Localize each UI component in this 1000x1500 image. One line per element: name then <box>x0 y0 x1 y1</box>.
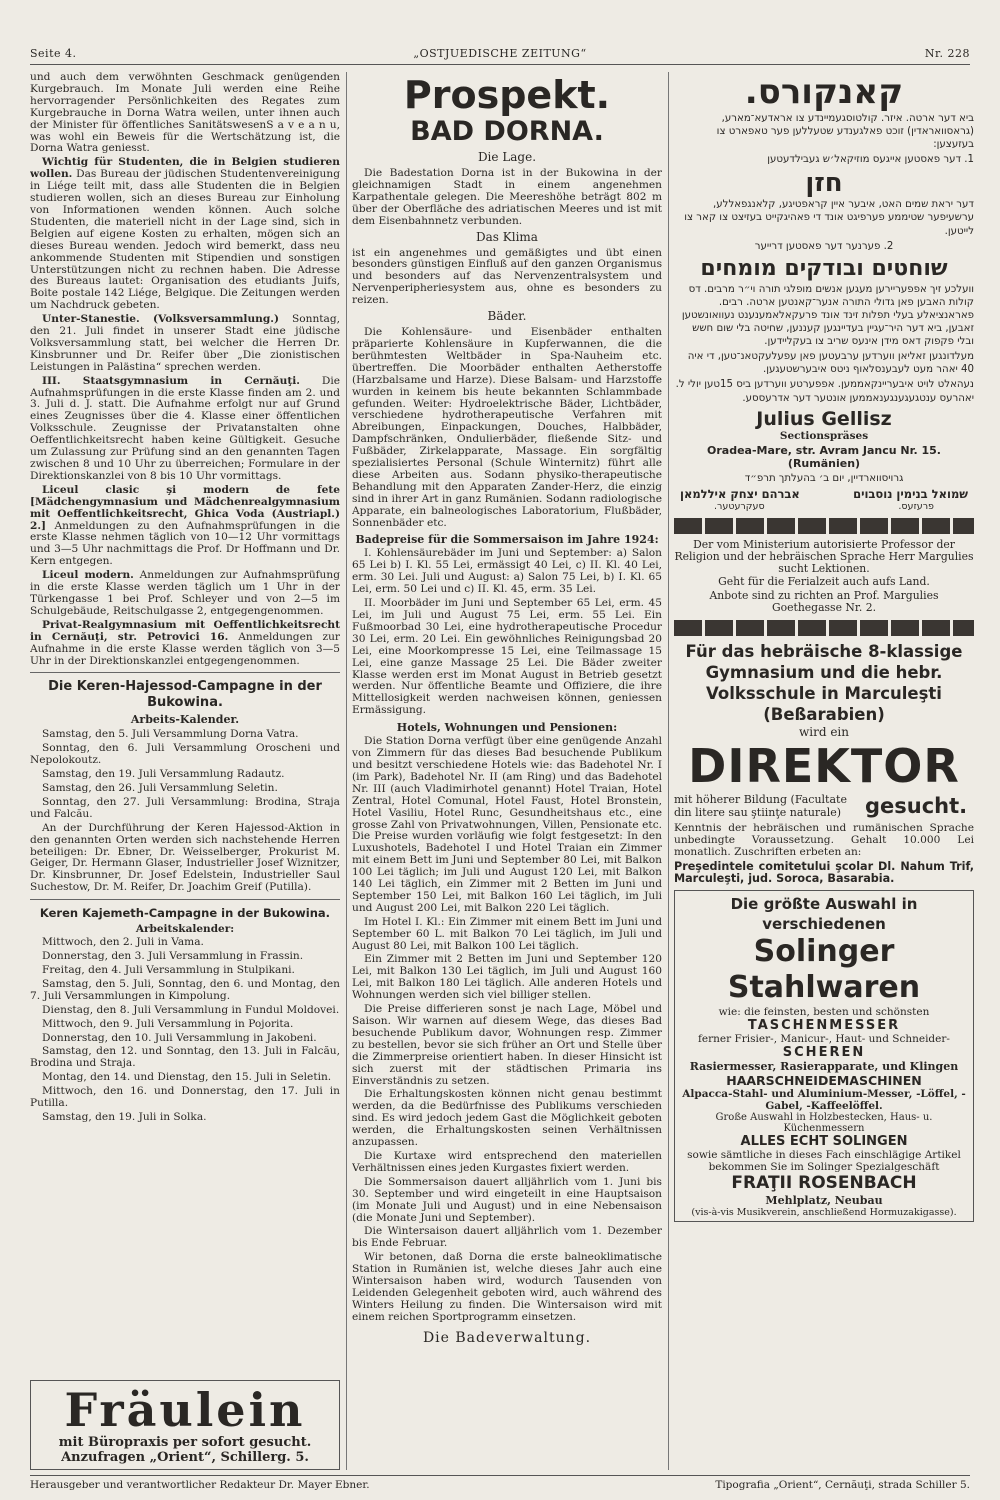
hotels-text-7: Die Sommersaison dauert alljährlich vom 1. Juni bis 30. September und wird eingeteilt in eine Hauptsaison (im Monate Juli und August) und in eine Nebensaison (die Monate Juni und September). <box>352 1175 662 1224</box>
chazan-heading: חזן <box>805 168 843 199</box>
solinger-ad-echt: ALLES ECHT SOLINGEN <box>740 1133 908 1149</box>
keren-kajemeth-subheading: Arbeitskalender: <box>135 923 235 936</box>
preise-heading: Badepreise für die Sommersaison im Jahre 1924: <box>355 533 659 547</box>
keren-kajemeth-item: Mittwoch, den 2. Juli in Vama. <box>42 936 204 949</box>
konkurs-text-7: נעהאלט לויט איבעריינקאממען. אפפערטע ווערדען ביס 15טען יולי ל. יאהרעס ענטגעגענגענאממען אונטער דער אדרעססע. <box>675 379 974 404</box>
footer-printer: Tipografia „Orient“, Cernăuţi, strada Schiller 5. <box>715 1479 970 1491</box>
preise-kohlensaeure: I. Kohlensäurebäder im Juni und September: a) Salon 65 Lei b) I. Kl. 55 Lei, ermässigt 40 Lei, c) II. Kl. 40 Lei, erm. 30 Lei. Juli und August: a) Salon 75 Lei, b) I. Kl. 65 Lei, erm. 50 Lei und c) II. Kl. 45, erm. 35 Lei. <box>352 547 662 596</box>
gymnasium-ad-title: Für das hebräische 8-klassige Gymnasium und die hebr. Volksschule in Marculeşti (Beßarabien) <box>685 642 963 725</box>
hotels-text-3: Ein Zimmer mit 2 Betten im Juni und September 120 Lei, mit Balkon 130 Lei täglich, im Juli und August 160 Lei, mit Balkon 180 Lei täglich. Alle anderen Hotels und Wohnungen werden sich viel billiger stellen. <box>352 953 662 1002</box>
klima-text: ist ein angenehmes und gemäßigtes und übt einen besonders günstigen Einfluß auf den ganzen Organismus und besonders auf das Nervenzentralsystem und Nervenperipheriesystem aus, ohne es besonders zu reizen. <box>352 246 662 307</box>
solinger-ad-rosenbach: FRAŢII ROSENBACH <box>731 1172 917 1193</box>
konkurs-text-5: וועלכע זיך אפפעריירען מעגען אנשים מופלגי תורה וי״ר מרבים. דס קולות האבען פאן גדולי התורה אנער־קאנטען ארטה. רבים. פאראנציאלע בעלי תפלות זינד אונד פרעקאלאמענענט נעוואונשטען זאבען, ביא דער היר־עגיין בעדיינגען קעננען, שחיטה בלי שום חשש ובלי פקפוק דאס מידן אינעס שריב צו בעקליידען. <box>681 283 974 348</box>
issue-number: Nr. 228 <box>924 47 970 60</box>
article-realgymnasium: Privat-Realgymnasium mit Oeffentlichkeitsrecht in Cernăuţi, str. Petrovici 16. Anmeldungen zur Aufnahme in die erste Klasse werden täglich von 3—5 Uhr in der Direktionskanzlei entgegengenommen. <box>30 618 340 667</box>
keren-kajemeth-item: Mittwoch, den 9. Juli Versammlung in Pojorita. <box>42 1017 294 1030</box>
solinger-ad-line3: wie: die feinsten, besten und schönsten <box>718 1005 930 1018</box>
solinger-ad-line12: sowie sämtliche in dieses Fach einschlägige Artikel bekommen Sie im Solinger Spezialgeschäft <box>687 1148 961 1173</box>
direktor-text: Kenntnis der hebräischen und rumänischen Sprache unbedingte Voraussetzung. Gehalt 10.000 Lei monatlich. Zuschriften erbeten an: <box>674 822 974 858</box>
keren-hajessod-item: Sonntag, den 6. Juli Versammlung Oroscheni und Nepolokoutz. <box>30 742 340 767</box>
column-2 <box>352 72 662 1470</box>
keren-kajemeth-item: Donnerstag, den 3. Juli Versammlung in Frassin. <box>42 950 304 963</box>
konkurs-date: גרויסווארדיין, יום ב׳ בהעלתך תרפ״ד <box>744 472 904 484</box>
page-number: Seite 4. <box>30 47 77 60</box>
oradea-address: Oradea-Mare, str. Avram Jancu Nr. 15. (Rumänien) <box>707 443 941 470</box>
preise-moorbaeder: II. Moorbäder im Juni und September 65 Lei, erm. 45 Lei, im Juli und August 75 Lei, erm. 55 Lei. Ein Fußmoorbad 30 Lei, eine hydrotherapeutische Procedur 30 Lei, erm. 20 Lei. Ein gewöhnliches Reinigungsbad 20 Lei, eine Moorkompresse 15 Lei, eine Teilmassage 15 Lei, eine ganze Massage 25 Lei. Die Bäder zweiter Klasse werden erst im Monat August in Betrieb gesetzt werden. Nur öffentliche Beamte und Offiziere, die ihre Mittellosigkeit werden nachweisen können, geniessen Ermässigung. <box>352 597 662 717</box>
solinger-ad-scheren: SCHEREN <box>782 1044 866 1060</box>
solinger-ad-haarschneide: HAARSCHNEIDEMASCHINEN <box>726 1072 922 1088</box>
badeverwaltung-signature: Die Badeverwaltung. <box>422 1329 592 1346</box>
column-3 <box>674 72 974 1470</box>
konkurs-heading: קאנקורס. <box>744 72 904 112</box>
article-kurgebrauch: und auch dem verwöhnten Geschmack genügenden Kurgebrauch. Im Monate Juli werden eine Reihe hervorragender Persönlichkeiten des Regates zum Kurgebrauche in Dorna Watra weilen, unter ihnen auch der Minister für öffentliches SanitätswesenS a v e a n u, was wohl ein Beweis für die Wertschätzung ist, die Dorna Watra geniesst. <box>30 72 340 155</box>
article-liceul-modern: Liceul modern. Anmeldungen zur Aufnahmsprüfung in die erste Klasse werden täglich um 1 Uhr in der Türkengasse 1 bei Prof. Schleyer und von 2—5 im Schulgebäude, Reitschulgasse 2, entgegengenommen. <box>30 569 340 617</box>
margulies-text-3: Anbote sind zu richten an Prof. Margulies Goethegasse Nr. 2. <box>709 589 939 615</box>
hotels-heading: Hotels, Wohnungen und Pensionen: <box>396 721 618 735</box>
keren-hajessod-item: Samstag, den 26. Juli Versammlung Seletin. <box>42 782 278 795</box>
keren-kajemeth-item: Dienstag, den 8. Juli Versammlung in Fundul Moldovei. <box>42 1003 340 1016</box>
newspaper-title: „OSTJUEDISCHE ZEITUNG“ <box>413 47 587 60</box>
solinger-ad-line1: Die größte Auswahl in verschiedenen <box>730 894 918 933</box>
hotels-text-1: Die Station Dorna verfügt über eine genügende Anzahl von Zimmern für das dieses Bad besuchende Publikum und besitzt verschiedene Hotels wie: das Badehotel Nr. I (im Park), Badehotel Nr. II (am Ring) und das Badehotel Nr. III (auch Vladimirhotel genannt) Hotel Traian, Hotel Zentral, Hotel Comunal, Hotel Faust, Hotel Bronstein, Hotel Vasiliu, Hotel Runc, Gesundheitshaus etc., eine grosse Zahl von Privatwohnungen, Villen, Pensionate etc. Die Preise wurden vorläufig wie folgt festgesetzt: In den Luxushotels, Badehotel I und Hotel Traian ein Zimmer mit einem Bett im Juni und September 80 Lei, mit Balkon 100 Lei täglich; im Juli und August 120 Lei, mit Balkon 140 Lei täglich, ein Zimmer mit 2 Betten im Juni und September 150 Lei, mit Balkon 160 Lei täglich, im Juli und August 200 Lei, mit Balkon 220 Lei täglich. <box>352 735 662 914</box>
ornamental-rule <box>674 620 974 636</box>
article-liceul-clasic: Liceul clasic şi modern de fete [Mädchengymnasium und Mädchenrealgymnasium mit Oeffentlichkeitsrecht, Ghica Voda (Austriapl.) 2.] Anmeldungen zu den Aufnahmsprüfungen in die erste Klasse nehmen täglich von 10—12 Uhr vormittags und 3—5 Uhr nachmittags die Prof. Dr Hoffmann und Dr. Kern entgegen. <box>30 483 340 568</box>
solinger-ad-line10: Große Auswahl in Holzbestecken, Haus- u. Küchenmessern <box>715 1111 933 1134</box>
article-staatsgymnasium: III. Staatsgymnasium in Cernăuţi. Die Aufnahmsprüfungen in die erste Klasse finden am 2. und 3. Juli d. J. statt. Die Aufnahme erfolgt nur auf Grund eines Zeugnisses über die 4. Klasse einer öffentlichen Volksschule. Zeugnisse der Privatanstalten ohne Oeffentlichkeitsrecht haben keine Gültigkeit. Gesuche um Zulassung zur Prüfung sind an den genannten Tagen zwischen 8 und 10 Uhr zu überreichen; Formulare in der Direktionskanzlei von 8 bis 10 Uhr vormittags. <box>30 374 340 482</box>
gymnasium-ad-wird-ein: wird ein <box>798 725 849 740</box>
keren-hajessod-list <box>30 729 340 820</box>
column-rule <box>346 72 347 1470</box>
page-footer <box>30 1475 970 1492</box>
direktor-headline: DIREKTOR <box>688 739 960 794</box>
signatory-secretary: אברהם יצחק איללמאן <box>680 486 800 501</box>
bad-dorna-title: BAD DORNA. <box>410 116 604 147</box>
julius-gellisz-name: Julius Gellisz <box>756 407 892 430</box>
keren-kajemeth-item: Samstag, den 12. und Sonntag, den 13. Juli in Falcău, Brodina und Straja. <box>30 1045 340 1070</box>
hotels-text-5: Die Erhaltungskosten können nicht genau bestimmt werden, da die Bedürfnisse des Publikums verschieden sind. Es wird jedoch jedem Gast die Möglichkeit geboten werden, die Erhaltungskosten seinen Verhältnissen anzupassen. <box>352 1088 662 1149</box>
keren-hajessod-item: Sonntag, den 27. Juli Versammlung: Brodina, Straja und Falcău. <box>30 795 340 820</box>
fraeulein-ad-line2: Anzufragen „Orient“, Schillerg. 5. <box>61 1450 309 1465</box>
fraeulein-ad-headline: Fräulein <box>64 1383 306 1437</box>
solinger-ad-line7: Rasiermesser, Rasierapparate, und Klingen <box>689 1059 959 1073</box>
column-1 <box>30 72 340 1470</box>
baeder-heading: Bäder. <box>487 309 527 324</box>
solinger-ad-line5: ferner Frisier-, Manicur-, Haut- und Schneider- <box>698 1032 950 1045</box>
column-rule <box>668 72 669 1470</box>
margulies-text-2: Geht für die Ferialzeit auch aufs Land. <box>718 575 930 589</box>
keren-kajemeth-item: Samstag, den 5. Juli, Sonntag, den 6. und Montag, den 7. Juli Versammlungen in Kimpolung. <box>30 977 340 1002</box>
hotels-text-6: Die Kurtaxe wird entsprechend den materiellen Verhältnissen eines jeden Kurgastes fixiert werden. <box>352 1149 662 1174</box>
solinger-ad-line9: Alpacca-Stahl- und Aluminium-Messer, -Löffel, -Gabel, -Kaffeelöffel. <box>682 1087 966 1112</box>
baeder-text: Die Kohlensäure- und Eisenbäder enthalten präparierte Kohlensäure in Kupferwannen, die die berühmtesten Weltbäder in Spa-Nauheim etc. übertreffen. Die Moorbäder enthalten Aetherstoffe (Harzbalsame und Harze). Diese Balsam- und Harzstoffe wurden in keinem bis heute bekannten Schlammbade gefunden. Weiter: Hydroelektrische Bäder, Lichtbäder, verschiedene hydrotherapeutische Verfahren mit Abreibungen, Einpackungen, Douches, Halbbäder, Dampfschränken, Ondulierbäder, fließende Sitz- und Fußbäder, Zirkelapparate, Massage. Ein sorgfältig spezialisiertes Personal (Schule Winternitz) führt alle diese Arbeiten aus. Sodann physiko-therapeutische Behandlung mit den Apparaten Zander-Herz, die einzig sind in ihrer Art in ganz Rumänien. Sodann radiologische Apparate, ein balneologisches Laboratorium, Flußbäder, Sonnenbäder etc. <box>352 326 662 529</box>
sections-title: Sectionspräses <box>779 429 869 442</box>
shochtim-heading: שוחטים ובודקים מומחים <box>700 255 948 281</box>
keren-hajessod-subheading: Arbeits-Kalender. <box>130 713 240 727</box>
konkurs-text-3: דער יראת שמים האט, איבער איין קראפטיגע, קלאנגפאללע, ערשעיפער שטיממע פערפיגט אונד די פאהיגקייט בעזיצט צו קאר צו לייטען. <box>684 199 974 237</box>
keren-kajemeth-heading: Keren Kajemeth-Campagne in der Bukowina. <box>39 906 331 921</box>
margulies-text-1: Der vom Ministerium autorisierte Professor der Religion und der hebräischen Sprache Herr Margulies sucht Lektionen. <box>674 537 974 575</box>
konkurs-text-2: 1. דער פאסטען אייגעס מוזיקאל׳ש געבילדעטען <box>767 154 974 166</box>
keren-kajemeth-list <box>30 937 340 1124</box>
hotels-text-8: Die Wintersaison dauert alljährlich vom 1. Dezember bis Ende Februar. <box>352 1225 662 1250</box>
lage-text: Die Badestation Dorna ist in der Bukowina in der gleichnamigen Stadt in einem angenehmen Karpathentale gelegen. Die Meereshöhe beträgt 802 m über der Oberfläche des adriatischen Meeres und ist mit dem Eisenbahnnetz verbunden. <box>352 167 662 227</box>
direktor-gesucht: gesucht. <box>865 794 968 819</box>
lage-heading: Die Lage. <box>477 150 537 164</box>
signatory-president: שמואל בנימין נוסבוים <box>853 486 968 501</box>
direktor-bildung: mit höherer Bildung (Facultate din litere sau ştiinţe naturale) <box>674 793 847 820</box>
footer-publisher: Herausgeber und verantwortlicher Redakteur Dr. Mayer Ebner. <box>30 1479 370 1491</box>
direktor-contact: Preşedintele comitetului şcolar Dl. Nahum Trif, Marculeşti, jud. Soroca, Basarabia. <box>674 859 974 885</box>
hotels-text-2: Im Hotel I. Kl.: Ein Zimmer mit einem Bett im Juni und September 60 L. mit Balkon 70 Lei täglich, im Juli und August 80 Lei, mit Balkon 100 Lei täglich. <box>352 915 662 952</box>
keren-hajessod-heading: Die Keren-Hajessod-Campagne in der Bukowina. <box>48 679 322 711</box>
ornamental-rule <box>674 518 974 534</box>
keren-kajemeth-item: Freitag, den 4. Juli Versammlung in Stulpikani. <box>42 964 295 976</box>
role-secretary: סעקרעטער. <box>714 500 765 512</box>
keren-kajemeth-item: Samstag, den 19. Juli in Solka. <box>42 1110 207 1123</box>
keren-kajemeth-item: Montag, den 14. und Dienstag, den 15. Juli in Seletin. <box>42 1071 332 1084</box>
konkurs-text-1: ביא דער ארטה. איזר. קולטוסגעמיינדע צו אראדעא־מארע, (גראסוואראדין) זוכט פאלגענדע שטעללען פער טאפארט צו בעזעצען: <box>716 113 974 151</box>
role-president: פרעזעס. <box>898 500 934 512</box>
article-unter-stanestie: Unter-Stanestie. (Volksversammlung.) Sonntag, den 21. Juli findet in unserer Stadt eine jüdische Volksversammlung statt, bei welcher die Herren Dr. Kinsbrunner und Dr. Reifer über „Die zionistischen Leistungen in Palästina“ sprechen werden. <box>30 313 340 373</box>
prospekt-title: Prospekt. <box>403 73 611 117</box>
direktor-requirements <box>674 793 974 819</box>
signatories <box>674 487 974 501</box>
konkurs-text-6: מעלדונגען זאליאן ווערדען ערבעטען פאן עפעלעקטאנ־טען, די איה 40 יאהר מעט לעבענסלאוף ניטס איבערשטעגען. <box>687 351 974 376</box>
solinger-ad <box>674 890 974 1222</box>
article-studenten: Wichtig für Studenten, die in Belgien studieren wollen. Das Bureau der jüdischen Studentenvereinigung in Liége teilt mit, dass alle Studenten die in Belgien studieren wollen, sich an dieses Bureau zur Einholung von Informationen wenden können. Auch solche Studenten, die materiell nicht in der Lage sind, sich in Belgien auf eigene Kosten zu erhalten, mögen sich an dieses Bureau wenden. Jedoch wird bemerkt, dass neu ankommende Studenten mit Stipendien und sonstigen Unterstützungen nicht zu rechnen haben. Die Adresse des Bureaus lautet: Organisation des etudiants Juifs, Boite postale 142 Liége, Belgique. Die Zeitungen werden um Nachdruck gebeten. <box>30 156 340 312</box>
klima-heading: Das Klima <box>476 229 538 244</box>
keren-kajemeth-item: Donnerstag, den 10. Juli Versammlung in Jakobeni. <box>42 1031 317 1044</box>
keren-hajessod-item: Samstag, den 5. Juli Versammlung Dorna Vatra. <box>42 728 299 741</box>
fraeulein-ad <box>30 1380 340 1470</box>
divider <box>30 672 340 673</box>
divider <box>30 899 340 900</box>
hotels-text-4: Die Preise differieren sonst je nach Lage, Möbel und Saison. Wir warnen auf diesem Wege, das dieses Bad besuchende Publikum davor, Wohnungen resp. Zimmer zu bestellen, bevor sie sich früher an Ort und Stelle über die Zimmerpreise orientiert haben. In dieser Hinsicht ist sich zuerst mit der städtischen Primaria ins Einverständnis zu setzen. <box>352 1003 662 1087</box>
signatory-roles <box>674 501 974 512</box>
keren-kajemeth-item: Mittwoch, den 16. und Donnerstag, den 17. Juli in Putilla. <box>30 1085 340 1110</box>
konkurs-text-4: 2. פערנער דער פאסטען דרייער <box>754 240 894 252</box>
solinger-ad-taschenmesser: TASCHENMESSER <box>747 1017 901 1033</box>
page-header <box>30 44 970 65</box>
solinger-ad-address: Mehlplatz, Neubau <box>765 1193 883 1207</box>
fraeulein-ad-line1: mit Büropraxis per sofort gesucht. <box>58 1435 312 1450</box>
solinger-ad-headline: Solinger Stahlwaren <box>727 933 921 1005</box>
hotels-text-9: Wir betonen, daß Dorna die erste balneoklimatische Station in Rumänien ist, welche dieses Jahr auch eine Wintersaison haben wird, wodurch Tausenden von Leidenden Gelegenheit geboten wird, auch während des Winters Heilung zu finden. Die Wintersaison wird mit einem reichen Sportprogramm einsetzen. <box>352 1251 662 1323</box>
solinger-ad-location: (vis-à-vis Musikverein, anschließend Hormuzakigasse). <box>691 1206 957 1218</box>
keren-hajessod-item: Samstag, den 19. Juli Versammlung Radautz. <box>42 768 285 781</box>
keren-hajessod-text: An der Durchführung der Keren Hajessod-Aktion in den genannten Orten werden sich nachstehende Herren beteiligen: Dr. Ebner, Dr. Weisselberger, Prokurist M. Geiger, Dr. Hermann Glaser, Industrieller Josef Wiznitzer, Dr. Kinsbrunner, Dr. Josef Edelstein, Industrieller Saul Suchestow, Dr. M. Reifer, Dr. Joachim Greif (Putilla). <box>30 821 340 894</box>
